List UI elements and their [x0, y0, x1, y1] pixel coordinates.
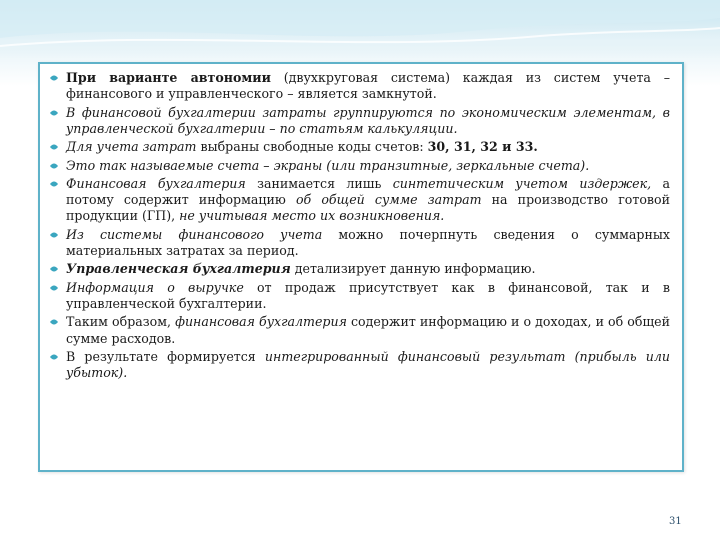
bullet-text: содержит информацию и о доходах, и об общей сумме расходов.	[66, 314, 670, 346]
bullet-icon	[50, 284, 58, 292]
list-item	[48, 70, 670, 102]
list-item	[48, 176, 670, 225]
bullet-icon	[50, 143, 58, 151]
list-item	[48, 227, 670, 259]
bullet-icon	[50, 318, 58, 326]
bullet-text-italic: интегрированный финансовый результат (прибыль или убыток).	[66, 348, 670, 381]
bullet-text-italic: В финансовой бухгалтерии затраты группируются по экономическим элементам, в управленческой бухгалтерии – по статьям калькуляции.	[66, 104, 670, 136]
bullet-icon	[50, 353, 58, 361]
bullet-text-italic: не учитывая место их возникновения.	[179, 208, 445, 224]
bullet-icon	[50, 180, 58, 188]
bullet-text-italic: Для учета затрат	[66, 139, 197, 155]
list-item	[48, 158, 670, 174]
bullet-text: можно почерпнуть сведения о суммарных материальных затратах за период.	[66, 226, 670, 258]
bullet-text: а потому содержит информацию	[66, 175, 671, 208]
bullet-icon	[50, 109, 58, 117]
bullet-text-italic: об общей сумме затрат	[295, 192, 482, 208]
bullet-text: Таким образом,	[66, 314, 176, 330]
bullet-text: В результате формируется	[66, 348, 265, 364]
bullet-text: на производство готовой продукции (ГП),	[66, 192, 670, 224]
list-item	[48, 261, 670, 277]
bullet-text-italic: Информация о выручке	[66, 279, 244, 295]
bullet-text: (двухкруговая система) каждая из систем учета – финансового и управленческого – является замкнутой.	[66, 70, 670, 102]
bullet-text: выбраны свободные коды счетов:	[196, 139, 428, 155]
content-box	[38, 62, 684, 472]
bullet-icon	[50, 231, 58, 239]
bullet-text-bold: 30, 31, 32 и 33.	[427, 139, 538, 155]
bullet-text-bold: При варианте автономии	[66, 70, 271, 85]
list-item	[48, 280, 670, 312]
bullet-icon	[50, 265, 58, 273]
bullet-text: занимается лишь	[245, 175, 393, 191]
bullet-text-italic: Это так называемые счета – экраны (или транзитные, зеркальные счета).	[66, 157, 590, 173]
bullet-icon	[50, 74, 58, 82]
decorative-wave	[0, 0, 720, 60]
list-item	[48, 139, 670, 155]
bullet-text: детализирует данную информацию.	[290, 261, 536, 277]
list-item	[48, 105, 670, 137]
list-item	[48, 314, 670, 346]
page-number: 31	[669, 516, 682, 527]
bullet-text: от продаж присутствует как в финансовой, так и в управленческой бухгалтерии.	[66, 279, 670, 311]
bullet-text-italic: Из системы финансового учета	[66, 226, 323, 242]
bullet-text-italic: финансовая бухгалтерия	[175, 314, 347, 330]
list-item	[48, 349, 670, 381]
bullet-text-italic: синтетическим учетом издержек,	[392, 175, 652, 191]
bullet-icon	[50, 162, 58, 170]
bullet-list	[48, 70, 670, 381]
bullet-text-bold-italic: Управленческая бухгалтерия	[66, 261, 291, 277]
bullet-text-italic: Финансовая бухгалтерия	[66, 175, 246, 191]
